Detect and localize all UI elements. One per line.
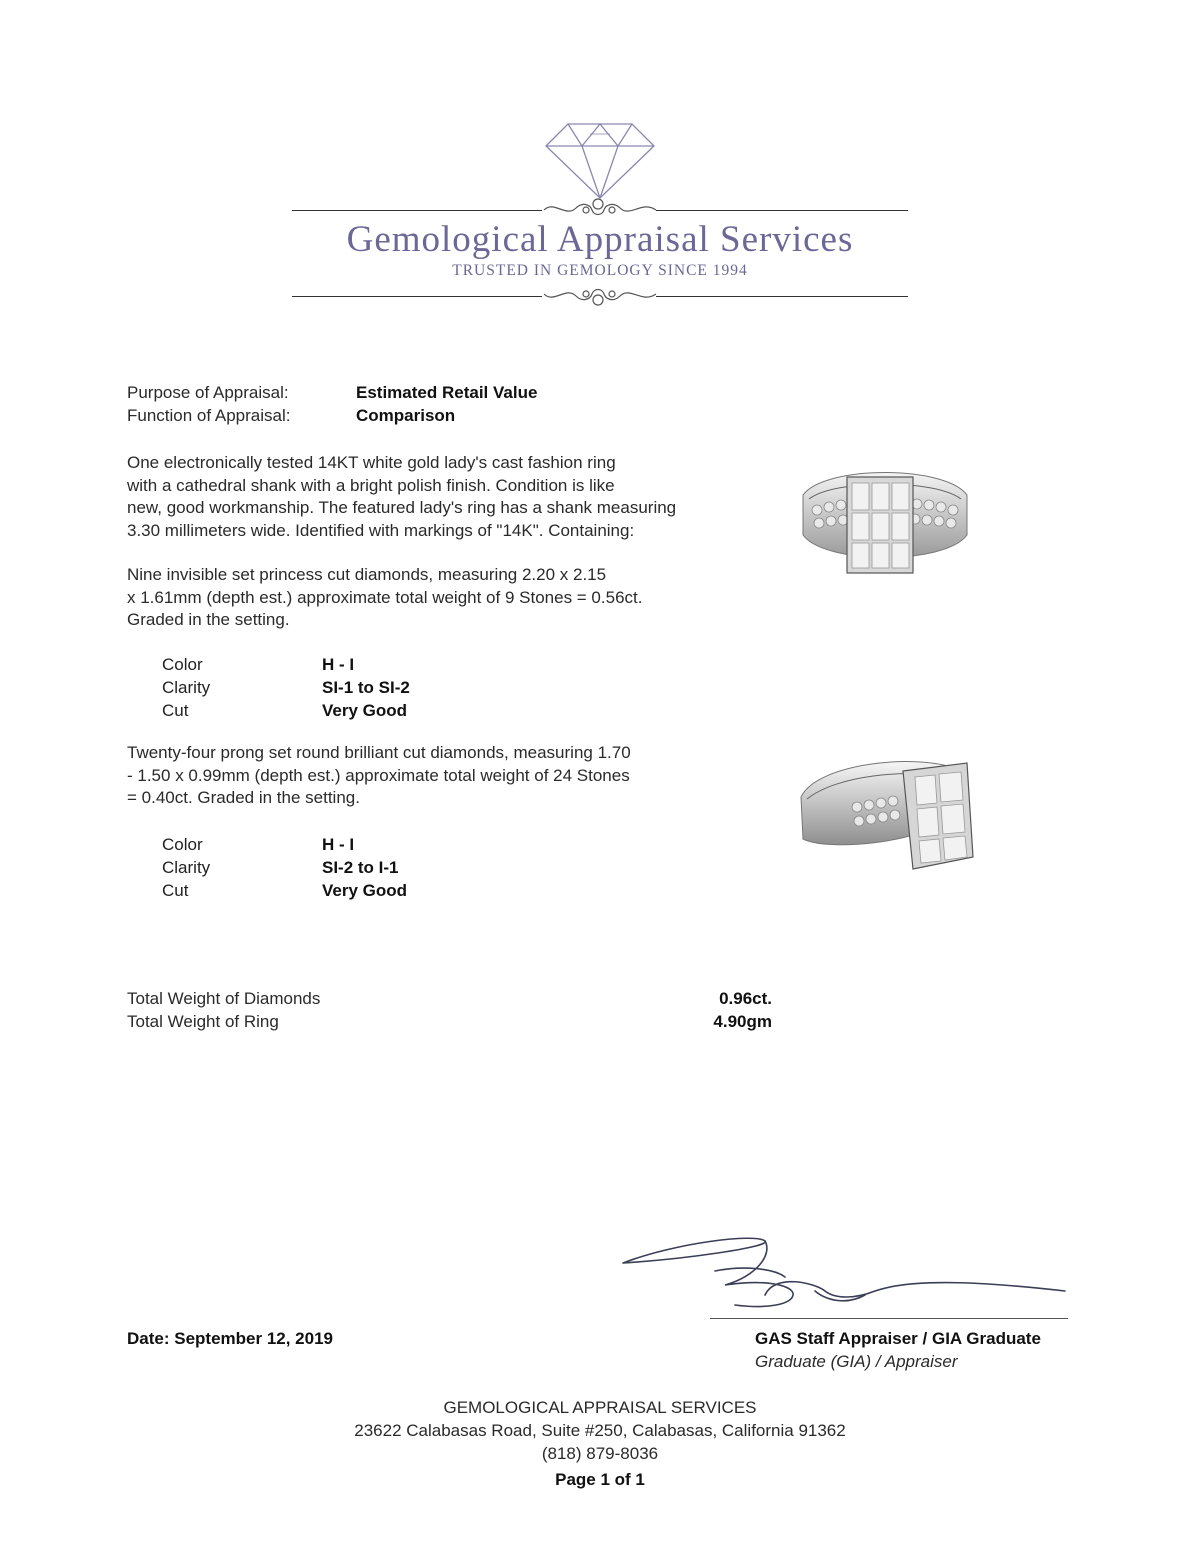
header-rule-bottom-right	[656, 296, 908, 297]
description-line: new, good workmanship. The featured lady's ring has a shank measuring	[127, 498, 677, 517]
stones-line: Nine invisible set princess cut diamonds, measuring 2.20 x 2.15	[127, 565, 607, 584]
stones-line: = 0.40ct. Graded in the setting.	[127, 788, 360, 807]
footer-address: 23622 Calabasas Road, Suite #250, Calabasas, California 91362	[354, 1421, 846, 1440]
header-rule-top-right	[656, 210, 908, 211]
stones-1-clarity-label: Clarity	[162, 678, 211, 697]
total-ring-value: 4.90gm	[713, 1012, 772, 1031]
footer-phone: (818) 879-8036	[541, 1444, 659, 1463]
stones-1-color-value: H - I	[322, 655, 355, 674]
ring-description	[127, 452, 787, 542]
ring-photo-front	[795, 455, 975, 580]
stones-2-color-label: Color	[162, 835, 203, 854]
appraisal-date: Date: September 12, 2019	[127, 1329, 333, 1348]
function-label: Function of Appraisal:	[127, 406, 291, 425]
description-line: One electronically tested 14KT white gold lady's cast fashion ring	[127, 453, 616, 472]
footer-company: GEMOLOGICAL APPRAISAL SERVICES	[443, 1398, 757, 1417]
header-rule-top-left	[292, 210, 542, 211]
purpose-value: Estimated Retail Value	[356, 383, 538, 402]
stones-1-color-label: Color	[162, 655, 203, 674]
stones-line: x 1.61mm (depth est.) approximate total weight of 9 Stones = 0.56ct.	[127, 587, 643, 607]
ornament-top-icon	[540, 196, 660, 220]
stones-1-cut-label: Cut	[162, 701, 189, 720]
signature-line	[710, 1318, 1068, 1319]
total-ring-label: Total Weight of Ring	[127, 1012, 279, 1031]
diamond-logo-icon	[540, 118, 660, 200]
brand-tagline: TRUSTED IN GEMOLOGY SINCE 1994	[452, 262, 748, 279]
stones-2-description	[127, 742, 787, 810]
header-rule-bottom-left	[292, 296, 542, 297]
stones-line: Twenty-four prong set round brilliant cut diamonds, measuring 1.70	[127, 743, 631, 762]
stones-line: - 1.50 x 0.99mm (depth est.) approximate total weight of 24 Stones	[127, 765, 630, 785]
stones-1-clarity-value: SI-1 to SI-2	[322, 678, 410, 697]
stones-2-cut-label: Cut	[162, 881, 189, 900]
page-number: Page 1 of 1	[555, 1470, 645, 1489]
stones-2-cut-value: Very Good	[322, 881, 408, 900]
stones-1-description	[127, 564, 787, 632]
stones-1-cut-value: Very Good	[322, 701, 408, 720]
stones-2-color-value: H - I	[322, 835, 355, 854]
stones-2-clarity-value: SI-2 to I-1	[322, 858, 399, 877]
purpose-label: Purpose of Appraisal:	[127, 383, 289, 402]
brand-name: Gemological Appraisal Services	[346, 219, 854, 260]
function-value: Comparison	[356, 406, 456, 425]
ornament-bottom-icon	[540, 284, 660, 308]
description-line: 3.30 millimeters wide. Identified with markings of "14K". Containing:	[127, 520, 635, 540]
total-diamonds-label: Total Weight of Diamonds	[127, 989, 321, 1008]
ring-photo-side	[797, 745, 975, 873]
stones-line: Graded in the setting.	[127, 610, 290, 629]
appraiser-signature	[615, 1225, 1085, 1320]
description-line: with a cathedral shank with a bright polish finish. Condition is like	[127, 475, 615, 495]
appraiser-title: GAS Staff Appraiser / GIA Graduate	[755, 1329, 1041, 1348]
total-diamonds-value: 0.96ct.	[719, 989, 772, 1008]
appraiser-subtitle: Graduate (GIA) / Appraiser	[755, 1352, 958, 1371]
stones-2-clarity-label: Clarity	[162, 858, 211, 877]
